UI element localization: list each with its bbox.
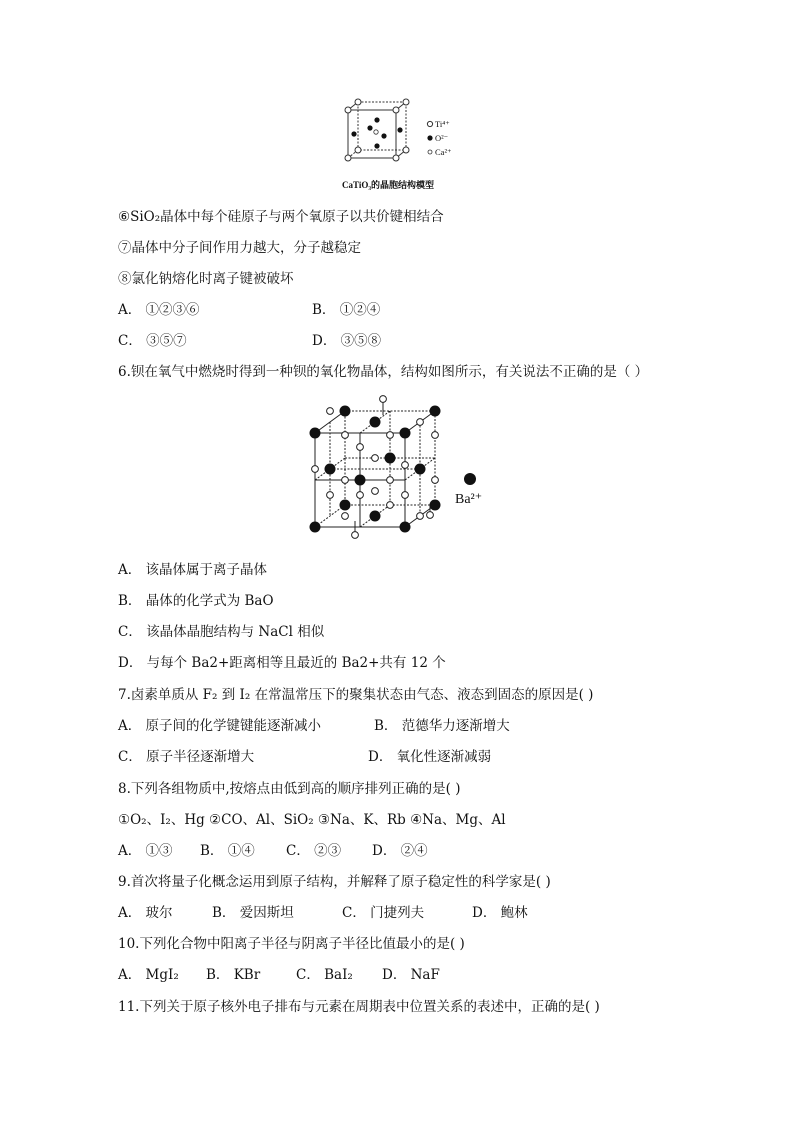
q5-option-c[interactable]: C． ③⑤⑦: [118, 333, 187, 349]
q8-stem: 8.下列各组物质中,按熔点由低到高的顺序排列正确的是( ): [118, 781, 461, 797]
q11-stem: 11.下列关于原子核外电子排布与元素在周期表中位置关系的表述中，正确的是( ): [118, 999, 600, 1015]
legend-ti: Ti⁴⁺: [435, 119, 450, 129]
barium-oxide-cell-figure: [305, 395, 505, 547]
q5-item-6: ⑥SiO₂晶体中每个硅原子与两个氧原子以共价键相结合: [118, 209, 444, 225]
q7-option-a[interactable]: A． 原子间的化学键键能逐渐减小: [118, 718, 322, 734]
q7-option-c[interactable]: C． 原子半径逐渐增大: [118, 749, 255, 765]
q8-option-a[interactable]: A． ①③: [118, 843, 173, 859]
q9-stem: 9.首次将量子化概念运用到原子结构，并解释了原子稳定性的科学家是( ): [118, 874, 551, 890]
q6-option-a[interactable]: A． 该晶体属于离子晶体: [118, 562, 268, 578]
legend-ca: Ca²⁺: [435, 147, 452, 157]
q6-option-c[interactable]: C． 该晶体晶胞结构与 NaCl 相似: [118, 624, 325, 640]
q10-option-c[interactable]: C． BaI₂: [296, 967, 353, 983]
catio3-cell-figure: [330, 98, 466, 196]
q5-option-b[interactable]: B． ①②④: [312, 302, 381, 318]
q10-option-a[interactable]: A． MgI₂: [118, 967, 179, 983]
q10-option-b[interactable]: B． KBr: [206, 967, 261, 983]
q8-option-d[interactable]: D． ②④: [372, 843, 428, 859]
q5-item-7: ⑦晶体中分子间作用力越大，分子越稳定: [118, 240, 361, 256]
q6-option-b[interactable]: B． 晶体的化学式为 BaO: [118, 593, 274, 609]
q8-items: ①O₂、I₂、Hg ②CO、Al、SiO₂ ③Na、K、Rb ④Na、Mg、Al: [118, 812, 506, 828]
figure-caption: CaTiO₃的晶胞结构模型: [342, 180, 435, 190]
legend: [427, 119, 452, 157]
q7-stem: 7.卤素单质从 F₂ 到 I₂ 在常温常压下的聚集状态由气态、液态到固态的原因是( ): [118, 687, 594, 703]
q8-option-b[interactable]: B． ①④: [200, 843, 255, 859]
q5-item-8: ⑧氯化钠熔化时离子键被破坏: [118, 271, 294, 287]
q10-option-d[interactable]: D． NaF: [382, 967, 440, 983]
q7-option-b[interactable]: B． 范德华力逐渐增大: [374, 718, 510, 734]
q5-option-d[interactable]: D． ③⑤⑧: [312, 333, 382, 349]
q7-option-d[interactable]: D． 氧化性逐渐减弱: [368, 749, 492, 765]
legend-ba-label: Ba²⁺: [455, 492, 483, 507]
q9-option-b[interactable]: B． 爱因斯坦: [212, 905, 294, 921]
q9-option-a[interactable]: A． 玻尔: [118, 905, 173, 921]
legend-ba-dot: [464, 473, 476, 485]
ca-ion: [374, 130, 378, 134]
q10-stem: 10.下列化合物中阳离子半径与阴离子半径比值最小的是( ): [118, 936, 465, 952]
q5-option-a[interactable]: A． ①②③⑥: [118, 302, 200, 318]
q8-option-c[interactable]: C． ②③: [286, 843, 342, 859]
q6-stem: 6.钡在氧气中燃烧时得到一种钡的氧化物晶体，结构如图所示，有关说法不正确的是（ ）: [118, 364, 649, 380]
q9-option-d[interactable]: D． 鲍林: [472, 905, 528, 921]
q9-option-c[interactable]: C． 门捷列夫: [342, 905, 425, 921]
legend-o: O²⁻: [435, 133, 449, 143]
q6-option-d[interactable]: D． 与每个 Ba2+距离相等且最近的 Ba2+共有 12 个: [118, 655, 446, 671]
